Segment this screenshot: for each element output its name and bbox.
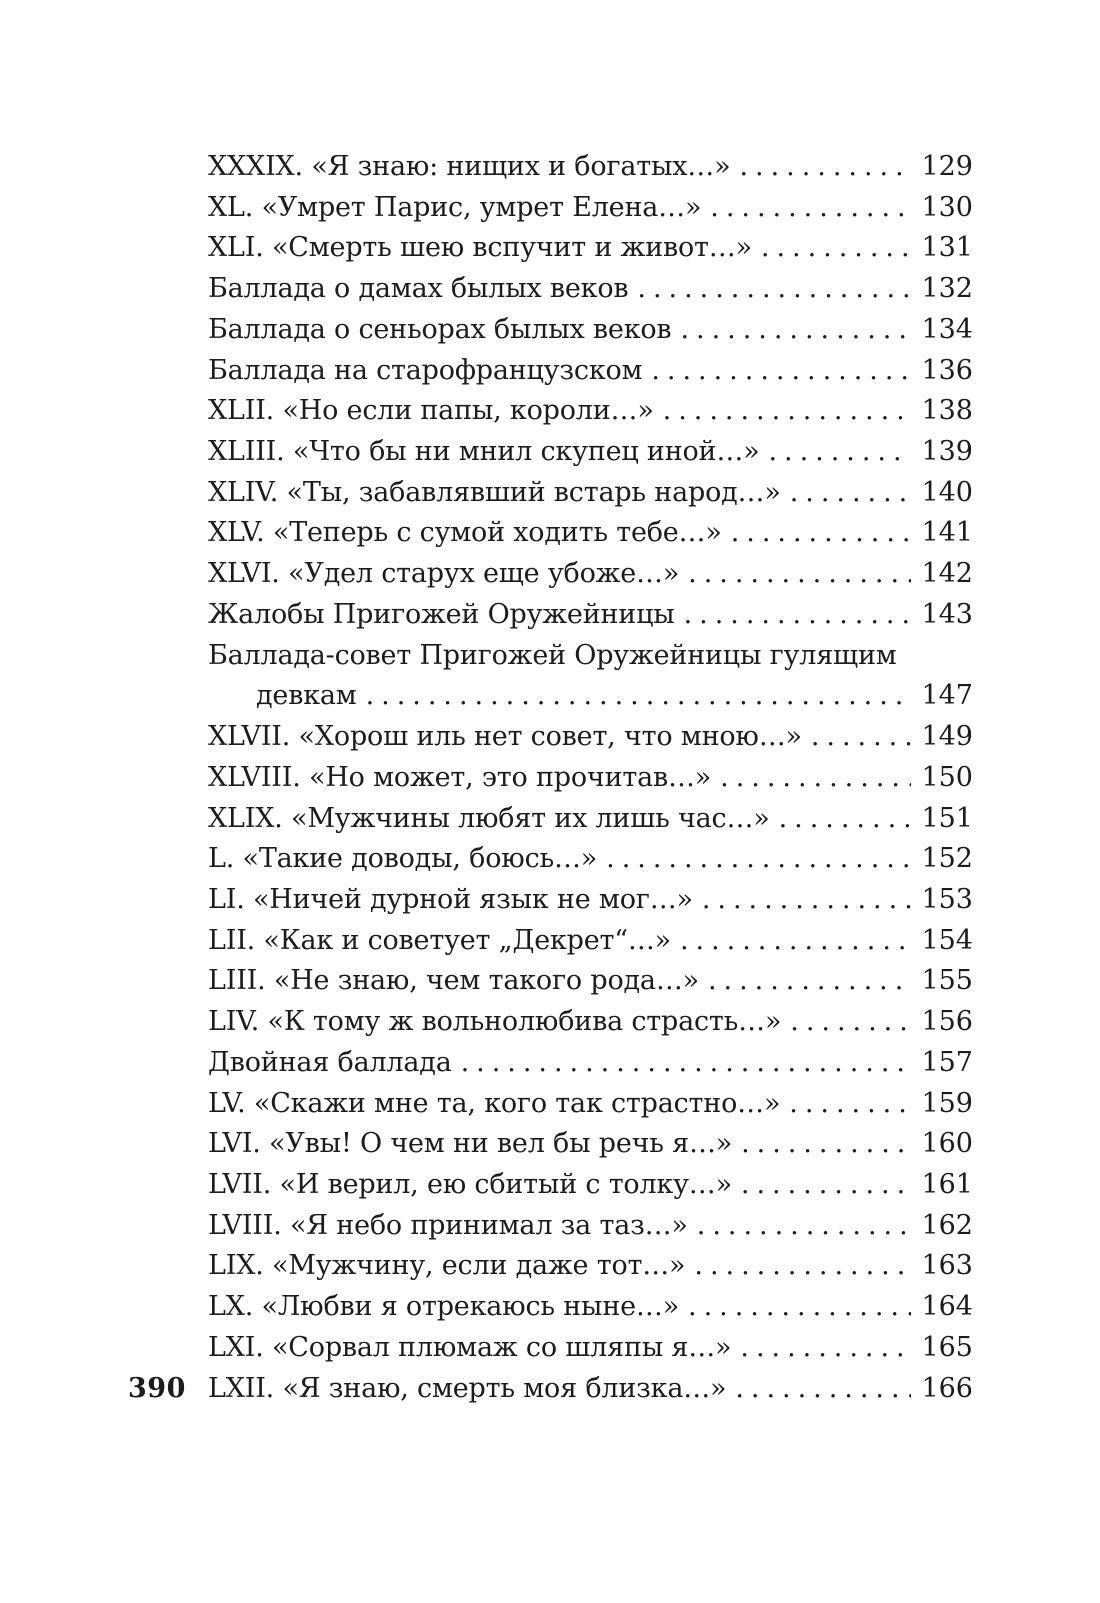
toc-dot-leader bbox=[684, 595, 912, 636]
toc-entry-title: LVIII. «Я небо принимал за таз…» bbox=[208, 1209, 688, 1241]
toc-entry-page-number: 162 bbox=[921, 1209, 973, 1241]
toc-entry bbox=[208, 1328, 973, 1369]
toc-entry-title: XXXIX. «Я знаю: нищих и богатых…» bbox=[208, 151, 731, 182]
toc-entry-page-number: 142 bbox=[921, 558, 973, 590]
toc-entry-page-number: 154 bbox=[921, 924, 973, 956]
toc-entry-page-number: 139 bbox=[921, 436, 973, 468]
toc-dot-leader bbox=[710, 188, 911, 229]
toc-entry-title: XLIII. «Что бы ни мнил скупец иной…» bbox=[208, 436, 760, 468]
toc-entry-title: девкам bbox=[256, 680, 357, 712]
toc-entry bbox=[208, 880, 973, 921]
toc-dot-leader bbox=[697, 1206, 912, 1247]
toc-entry bbox=[208, 351, 973, 392]
toc-entry bbox=[208, 676, 973, 717]
toc-entry-page-number: 161 bbox=[921, 1168, 973, 1200]
toc-entry-page-number: 166 bbox=[921, 1372, 973, 1404]
toc-entry bbox=[208, 1165, 973, 1206]
toc-dot-leader bbox=[680, 921, 911, 962]
toc-entry-title: LIX. «Мужчину, если даже тот…» bbox=[208, 1250, 686, 1282]
toc-entry-title: LV. «Скажи мне та, кого так страстно…» bbox=[208, 1087, 781, 1119]
toc-entry-page-number: 149 bbox=[921, 721, 973, 753]
toc-dot-leader bbox=[688, 1287, 911, 1328]
toc-entry-page-number: 159 bbox=[921, 1087, 973, 1119]
toc-entry bbox=[208, 310, 973, 351]
toc-dot-leader bbox=[637, 269, 911, 310]
toc-dot-leader bbox=[731, 513, 912, 554]
toc-dot-leader bbox=[651, 351, 911, 392]
toc-entry bbox=[208, 799, 973, 840]
toc-dot-leader bbox=[789, 1084, 911, 1125]
toc-entry-title: Двойная баллада bbox=[208, 1046, 452, 1078]
toc-entry-page-number: 150 bbox=[921, 761, 973, 793]
toc-entry-title: XLII. «Но если папы, короли…» bbox=[208, 395, 654, 427]
toc-entry-page-number: 152 bbox=[921, 843, 973, 875]
toc-dot-leader bbox=[790, 473, 912, 514]
toc-entry bbox=[208, 1206, 973, 1247]
toc-dot-leader bbox=[708, 961, 912, 1002]
toc-entry bbox=[208, 1002, 973, 1043]
toc-entry-title: XL. «Умрет Парис, умрет Елена…» bbox=[208, 191, 702, 223]
toc-dot-leader bbox=[680, 310, 911, 351]
toc-entry bbox=[208, 432, 973, 473]
toc-dot-leader bbox=[741, 1165, 912, 1206]
toc-entry-page-number: 143 bbox=[921, 598, 973, 630]
toc-dot-leader bbox=[720, 758, 911, 799]
toc-entry-page-number: 138 bbox=[921, 395, 973, 427]
toc-entry-page-number: 134 bbox=[921, 313, 973, 345]
toc-dot-leader bbox=[761, 228, 912, 269]
toc-entry bbox=[208, 188, 973, 229]
toc-entry-title: XLIV. «Ты, забавлявший встарь народ…» bbox=[208, 476, 781, 508]
toc-entry-page-number: 151 bbox=[921, 802, 973, 834]
toc-entry bbox=[208, 1043, 973, 1084]
toc-entry-title: Баллада на старофранцузском bbox=[208, 354, 643, 386]
toc-dot-leader bbox=[790, 1002, 911, 1043]
toc-entry-page-number: 141 bbox=[921, 517, 973, 549]
toc-entry bbox=[208, 1246, 973, 1287]
toc-entry-page-number: 160 bbox=[921, 1128, 973, 1160]
toc-entry-title: L. «Такие доводы, боюсь…» bbox=[208, 843, 598, 875]
toc-entry bbox=[208, 1084, 973, 1125]
toc-entry bbox=[208, 473, 973, 514]
table-of-contents bbox=[208, 147, 973, 1409]
toc-entry bbox=[208, 717, 973, 758]
toc-entry-page-number: 165 bbox=[921, 1331, 973, 1363]
toc-entry-page-number: 130 bbox=[921, 191, 973, 223]
toc-entry-title: LXI. «Сорвал плюмаж со шляпы я…» bbox=[208, 1331, 732, 1363]
toc-entry-page-number: 156 bbox=[921, 1006, 973, 1038]
toc-entry-title: LVII. «И верил, ею сбитый с толку…» bbox=[208, 1168, 732, 1200]
toc-entry-page-number: 140 bbox=[921, 476, 973, 508]
toc-dot-leader bbox=[739, 147, 911, 188]
toc-dot-leader bbox=[779, 799, 912, 840]
toc-entry bbox=[208, 147, 973, 188]
toc-entry-page-number: 157 bbox=[921, 1046, 973, 1078]
toc-entry bbox=[208, 554, 973, 595]
toc-entry-title: Баллада о сеньорах былых веков bbox=[208, 313, 672, 345]
toc-entry-title: Баллада-совет Пригожей Оружейницы гулящим bbox=[208, 639, 897, 671]
toc-dot-leader bbox=[606, 839, 911, 880]
toc-dot-leader bbox=[741, 1124, 911, 1165]
toc-entry bbox=[208, 1124, 973, 1165]
toc-entry-title: Жалобы Пригожей Оружейницы bbox=[208, 598, 675, 630]
toc-entry-title: LVI. «Увы! О чем ни вел бы речь я…» bbox=[208, 1128, 733, 1160]
toc-entry bbox=[208, 228, 973, 269]
toc-dot-leader bbox=[688, 554, 911, 595]
toc-entry-page-number: 155 bbox=[921, 965, 973, 997]
toc-dot-leader bbox=[694, 1246, 911, 1287]
toc-entry bbox=[208, 1287, 973, 1328]
toc-entry-page-number: 131 bbox=[921, 232, 973, 264]
toc-entry bbox=[208, 391, 973, 432]
toc-entry bbox=[208, 758, 973, 799]
toc-entry-title: LIV. «К тому ж вольнолюбива страсть…» bbox=[208, 1006, 782, 1038]
toc-dot-leader bbox=[702, 880, 912, 921]
toc-entry bbox=[208, 921, 973, 962]
toc-dot-leader bbox=[740, 1328, 911, 1369]
toc-entry-title: XLV. «Теперь с сумой ходить тебе…» bbox=[208, 517, 722, 549]
toc-entry-title: LI. «Ничей дурной язык не мог…» bbox=[208, 883, 693, 915]
toc-entry-page-number: 153 bbox=[921, 883, 973, 915]
toc-entry bbox=[208, 839, 973, 880]
toc-entry-title: XLVIII. «Но может, это прочитав…» bbox=[208, 761, 712, 793]
page-number-folio: 390 bbox=[128, 1373, 186, 1404]
toc-entry-page-number: 129 bbox=[921, 151, 973, 182]
toc-entry-page-number: 163 bbox=[921, 1250, 973, 1282]
toc-entry bbox=[208, 595, 973, 636]
toc-dot-leader bbox=[811, 717, 912, 758]
toc-dot-leader bbox=[366, 676, 912, 717]
toc-entry-title: LXII. «Я знаю, смерть моя близка…» bbox=[208, 1372, 727, 1404]
toc-entry-title: LII. «Как и советует „Декрет“…» bbox=[208, 924, 671, 956]
toc-entry-title: XLI. «Смерть шею вспучит и живот…» bbox=[208, 232, 752, 264]
toc-entry bbox=[208, 961, 973, 1002]
toc-entry-title: XLVI. «Удел старух еще убоже…» bbox=[208, 558, 680, 590]
toc-entry-title: LX. «Любви я отрекаюсь ныне…» bbox=[208, 1291, 680, 1323]
toc-dot-leader bbox=[461, 1043, 912, 1084]
toc-entry-title: XLIX. «Мужчины любят их лишь час…» bbox=[208, 802, 770, 834]
toc-entry-page-number: 147 bbox=[921, 680, 973, 712]
toc-dot-leader bbox=[768, 432, 911, 473]
toc-entry-title: Баллада о дамах былых веков bbox=[208, 273, 629, 305]
toc-entry bbox=[208, 513, 973, 554]
toc-entry-page-number: 164 bbox=[921, 1291, 973, 1323]
toc-entry bbox=[208, 1369, 973, 1410]
toc-entry-page-number: 136 bbox=[921, 354, 973, 386]
toc-entry bbox=[208, 636, 973, 677]
toc-entry-title: XLVII. «Хорош иль нет совет, что мною…» bbox=[208, 721, 802, 753]
toc-entry-title: LIII. «Не знаю, чем такого рода…» bbox=[208, 965, 699, 997]
toc-dot-leader bbox=[735, 1369, 911, 1410]
toc-entry-page-number: 132 bbox=[921, 273, 973, 305]
toc-entry bbox=[208, 269, 973, 310]
toc-dot-leader bbox=[663, 391, 912, 432]
